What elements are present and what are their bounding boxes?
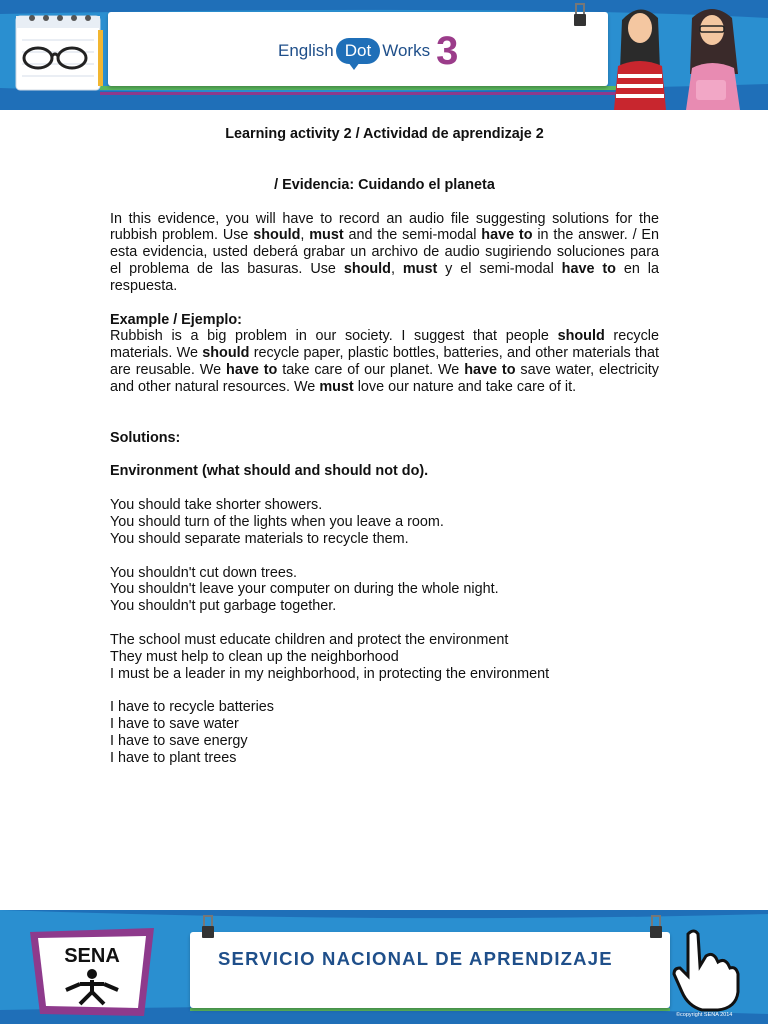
text-run: love our nature and take care of it. xyxy=(353,378,577,395)
list-item: The school must educate children and protect the environment xyxy=(110,631,509,648)
text-run: , xyxy=(390,260,403,277)
sena-logo-icon xyxy=(24,924,164,1020)
copyright-text: ©copyright SENA 2014 xyxy=(676,1012,733,1018)
list-item: You shouldn't cut down trees. xyxy=(110,564,298,581)
text-run: In this evidence, you will have to record an audio file suggesting solutions for the rubbish problem. Use xyxy=(110,210,659,244)
bold-keyword: have to xyxy=(226,361,278,378)
bold-keyword: should xyxy=(253,227,301,244)
footer-banner xyxy=(0,910,768,1024)
bold-keyword: must xyxy=(402,260,438,277)
list-item: You should separate materials to recycle them. xyxy=(110,530,409,547)
notepad-icon xyxy=(12,10,108,94)
text-run: recycle paper, plastic bottles, batteries, and other materials that are reusable. We xyxy=(110,345,659,378)
list-item: I must be a leader in my neighborhood, in protecting the environment xyxy=(110,665,550,682)
example-heading: Example / Ejemplo: xyxy=(110,311,242,328)
must-list xyxy=(110,632,659,682)
solutions-heading: Solutions: xyxy=(110,429,181,446)
bold-keyword: have to xyxy=(481,227,533,244)
text-run: and the semi-modal xyxy=(343,227,482,244)
text-run: y el semi-modal xyxy=(437,260,562,277)
text-run: en la respuesta. xyxy=(110,260,659,294)
pointer-hand-icon xyxy=(668,926,742,1012)
header-banner xyxy=(0,0,768,110)
bold-keyword: must xyxy=(319,378,354,395)
logo-works-text: Works xyxy=(382,41,431,60)
text-run: in the answer. / En esta evidencia, usted deberá grabar un archivo de audio sugiriendo soluciones para el problema de las basuras. Use xyxy=(110,227,659,277)
list-item: You shouldn't leave your computer on during the whole night. xyxy=(110,581,499,598)
list-item: You should take shorter showers. xyxy=(110,497,323,514)
list-item: They must help to clean up the neighborhood xyxy=(110,648,399,665)
page-title: Learning activity 2 / Actividad de aprendizaje 2 xyxy=(225,126,544,142)
list-item: You shouldn't put garbage together. xyxy=(110,598,337,615)
logo-level-number: 3 xyxy=(436,29,459,73)
bold-keyword: have to xyxy=(561,260,616,277)
list-item: I have to save energy xyxy=(110,732,248,749)
footer-card xyxy=(190,932,670,1008)
example-paragraph xyxy=(110,328,659,395)
text-run: Rubbish is a big problem in our society. I suggest that people xyxy=(110,328,558,345)
list-item: I have to save water xyxy=(110,716,239,733)
logo-dot-bubble: Dot xyxy=(336,38,380,64)
institution-name: SERVICIO NACIONAL DE APRENDIZAJE xyxy=(218,948,613,969)
students-illustration xyxy=(600,0,768,110)
bold-keyword: should xyxy=(557,328,605,345)
list-item: I have to plant trees xyxy=(110,749,237,766)
text-run: save water, electricity and other natural resources. We xyxy=(110,361,659,395)
list-item: I have to recycle batteries xyxy=(110,699,274,716)
instructions-paragraph xyxy=(110,211,659,295)
bold-keyword: must xyxy=(309,227,344,244)
document-body xyxy=(110,126,659,767)
text-run: , xyxy=(300,227,310,244)
text-run: recycle materials. We xyxy=(110,328,659,362)
sena-badge-text: SENA xyxy=(64,945,120,967)
logo-english-text: English xyxy=(278,41,334,60)
environment-heading: Environment (what should and should not do). xyxy=(110,463,429,480)
have-to-list xyxy=(110,699,659,766)
english-dot-works-logo xyxy=(278,26,458,76)
list-item: You should turn of the lights when you leave a room. xyxy=(110,513,444,530)
should-list xyxy=(110,497,659,547)
text-run: take care of our planet. We xyxy=(277,361,465,378)
page-subtitle: / Evidencia: Cuidando el planeta xyxy=(274,176,495,193)
bold-keyword: should xyxy=(343,260,391,277)
binder-clip-icon xyxy=(200,914,216,940)
bold-keyword: have to xyxy=(464,361,516,378)
binder-clip-icon xyxy=(648,914,664,940)
bold-keyword: should xyxy=(202,345,250,362)
binder-clip-icon xyxy=(572,2,588,28)
shouldnt-list xyxy=(110,565,659,615)
